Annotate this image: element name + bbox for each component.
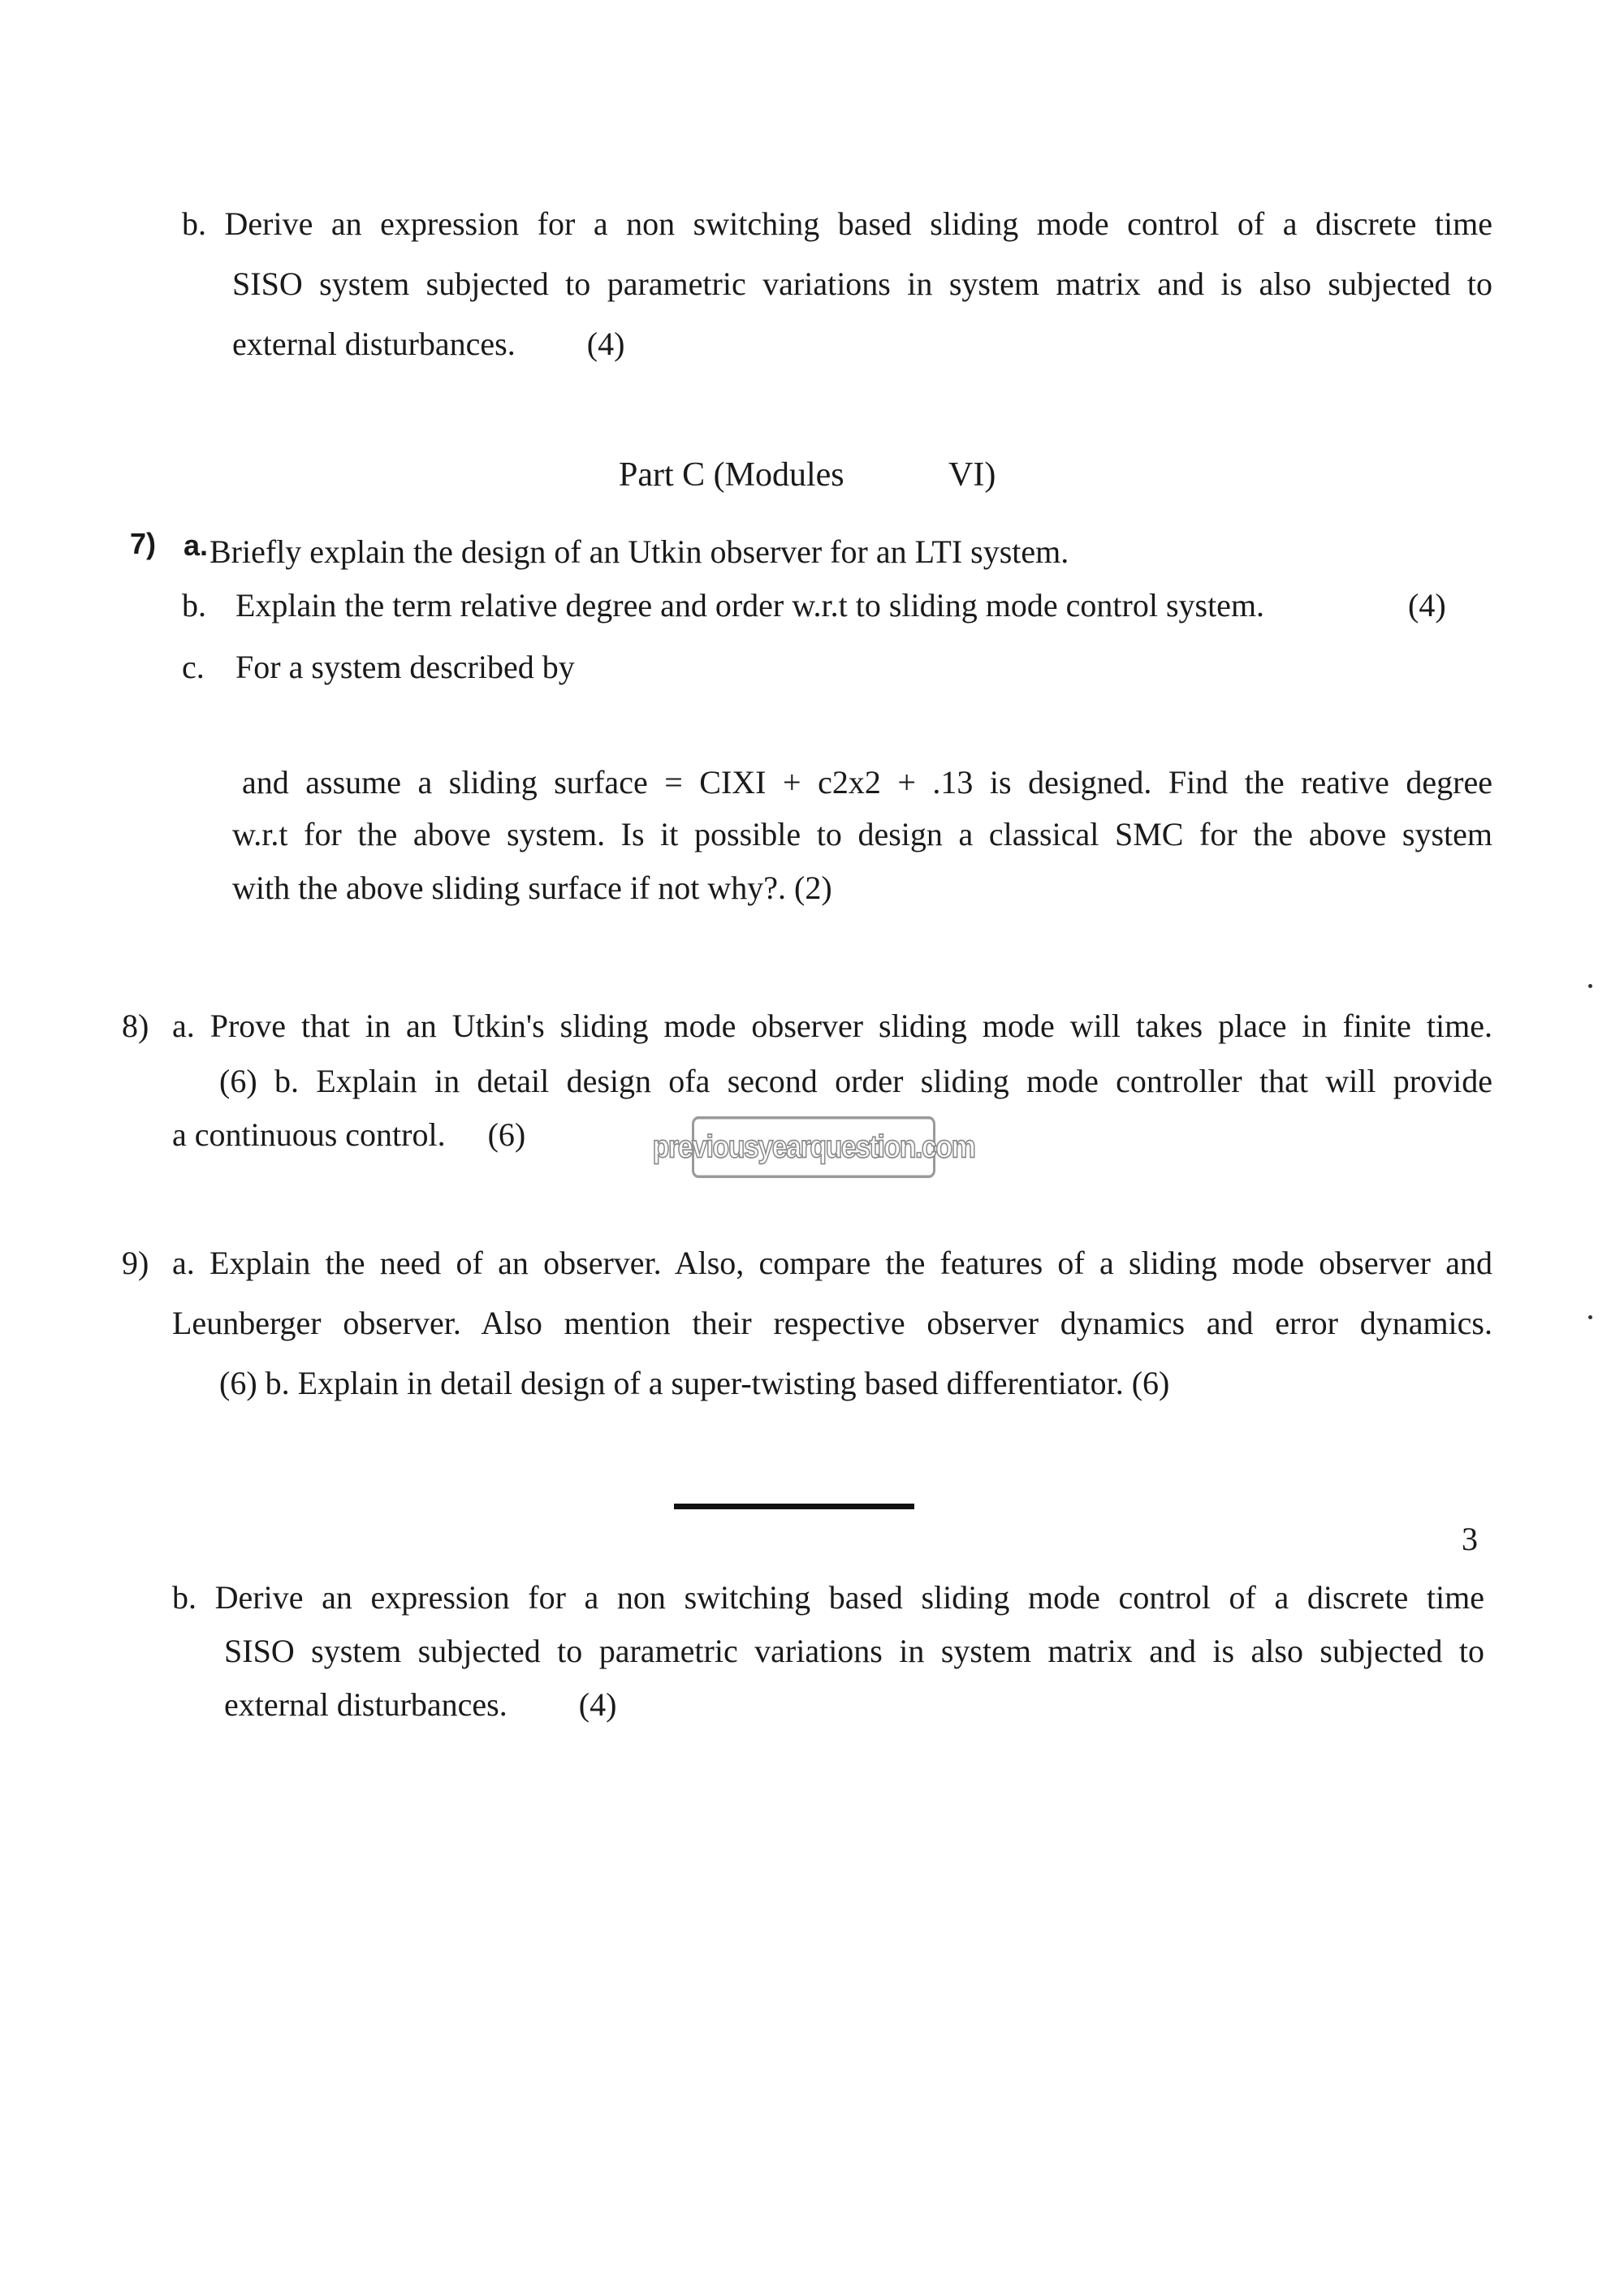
q7-b-marks: (4) xyxy=(1408,587,1446,624)
q8-line2: (6) b. Explain in detail design ofa second order sliding mode controller that will provide xyxy=(219,1063,1492,1099)
top-b-line1: b. Derive an expression for a non switching based sliding mode control of a discrete time xyxy=(182,205,1492,242)
q7-c-label: c. xyxy=(182,649,205,685)
top-b-marks: (4) xyxy=(586,326,625,362)
q8-line1: a. Prove that in an Utkin's sliding mode observer sliding mode will takes place in finite time. xyxy=(172,1008,1492,1044)
q9-line1: a. Explain the need of an observer. Also, compare the features of a sliding mode observer and xyxy=(172,1245,1492,1281)
bottom-b-line3 xyxy=(224,1685,616,1724)
top-b-line2: SISO system subjected to parametric variations in system matrix and is also subjected to xyxy=(232,265,1492,302)
watermark-logo: previousyearquestion.com xyxy=(692,1116,935,1178)
scan-speck xyxy=(1588,1315,1592,1319)
q8-line3 xyxy=(172,1116,525,1154)
q7-a-label: a. xyxy=(184,529,209,562)
q7-c-line4: with the above sliding surface if not why?. (2) xyxy=(232,870,832,906)
top-b-line3 xyxy=(232,325,624,364)
q7-b-text: Explain the term relative degree and order w.r.t to sliding mode control system. xyxy=(235,587,1265,624)
q7-a-text: Briefly explain the design of an Utkin observer for an LTI system. xyxy=(209,533,1069,570)
q9-line3: (6) b. Explain in detail design of a super-twisting based differentiator. (6) xyxy=(219,1365,1170,1401)
section-divider xyxy=(674,1504,914,1509)
bottom-b-line2: SISO system subjected to parametric variations in system matrix and is also subjected to xyxy=(224,1633,1484,1669)
q7-number: 7) xyxy=(130,527,157,560)
q8-number: 8) xyxy=(122,1008,149,1044)
part-c-heading-right: VI) xyxy=(948,456,996,494)
q7-c-text: For a system described by xyxy=(235,649,575,685)
bottom-b-line1: b. Derive an expression for a non switching based sliding mode control of a discrete time xyxy=(172,1579,1484,1616)
page-number: 3 xyxy=(1462,1521,1478,1557)
bottom-b-line3-text: external disturbances. xyxy=(224,1686,508,1723)
q7-b-label: b. xyxy=(182,587,206,624)
bottom-b-marks: (4) xyxy=(578,1686,617,1723)
q8-marks: (6) xyxy=(487,1116,526,1153)
q7-c-line3: w.r.t for the above system. Is it possible to design a classical SMC for the above system xyxy=(232,816,1492,852)
q9-line2: Leunberger observer. Also mention their respective observer dynamics and error dynamics. xyxy=(172,1305,1492,1341)
part-c-heading-left: Part C (Modules xyxy=(619,456,844,494)
q8-line3-text: a continuous control. xyxy=(172,1116,446,1153)
top-b-line3-text: external disturbances. xyxy=(232,326,516,362)
q9-number: 9) xyxy=(122,1245,149,1281)
q7-c-line2: and assume a sliding surface = CIXI + c2x2 + .13 is designed. Find the reative degree xyxy=(242,764,1492,801)
scan-speck xyxy=(1588,984,1592,988)
